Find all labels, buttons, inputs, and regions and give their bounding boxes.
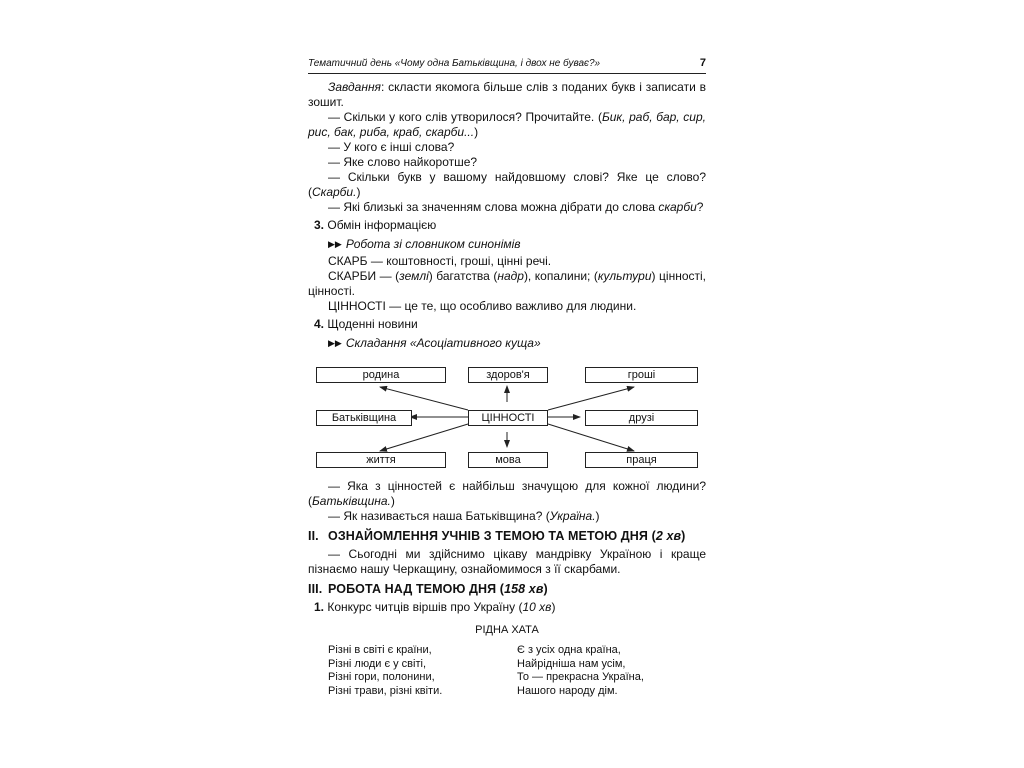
poem-line: Різні в світі є країни,	[328, 644, 432, 656]
def2-part: культури	[597, 269, 652, 283]
question-5-answer: скарби	[658, 200, 697, 214]
question-1	[308, 110, 706, 140]
section-3-item-time: 10 хв	[522, 600, 552, 614]
node-pratsia: праця	[585, 452, 698, 468]
def2-part: СКАРБИ — (	[328, 269, 400, 283]
node-zdorovia: здоров'я	[468, 367, 548, 383]
item-3-subtitle	[308, 237, 706, 252]
item-4-subtitle-text: Складання «Асоціативного куща»	[345, 336, 541, 350]
section-2-time: 2 хв	[655, 529, 682, 543]
item-3-subtitle-text: Робота зі словником синонімів	[345, 237, 521, 251]
question-5-close: ?	[696, 200, 704, 214]
double-arrow-icon: ▶▶	[328, 239, 342, 249]
section-2-title: ОЗНАЙОМЛЕННЯ УЧНІВ З ТЕМОЮ ТА МЕТОЮ ДНЯ (	[328, 529, 656, 543]
question-homeland-answer: Україна.	[549, 509, 596, 523]
item-4-title: Щоденні новини	[327, 317, 418, 331]
section-3-item-number: 1.	[314, 600, 325, 614]
section-2-roman: II.	[308, 529, 319, 543]
section-2-text: — Сьогодні ми здійснимо цікаву мандрівку Україною і краще пізнаємо нашу Черкащину, ознайомимося з її скарбами.	[308, 547, 706, 576]
header-title: Тематичний день «Чому одна Батьківщина, і двох не буває?»	[308, 58, 601, 69]
node-mova: мова	[468, 452, 548, 468]
definition-skarby	[308, 269, 706, 299]
arrow-to-hroshi	[548, 387, 634, 410]
document-page	[308, 56, 706, 698]
task-text: : скласти якомога більше слів з поданих букв і записати в зошит.	[308, 80, 706, 109]
question-values-close: )	[390, 494, 395, 508]
item-4-number: 4.	[314, 317, 325, 331]
arrow-to-pratsia	[548, 424, 634, 451]
def2-part: надр	[497, 269, 524, 283]
item-3-number: 3.	[314, 218, 325, 232]
poem-line: То — прекрасна Україна,	[517, 671, 644, 683]
section-3-item-close: )	[551, 600, 556, 614]
poem-line: Різні гори, полонини,	[328, 671, 435, 683]
question-5	[308, 200, 706, 215]
question-homeland	[308, 509, 706, 524]
node-tsinnosti-center: ЦІННОСТІ	[468, 410, 548, 426]
running-header	[308, 56, 706, 74]
poem-stanza-right	[517, 644, 706, 698]
node-rodyna: родина	[316, 367, 446, 383]
question-3: — Яке слово найкоротше?	[328, 155, 478, 169]
section-3-item-1	[308, 600, 706, 615]
section-2-close: )	[681, 529, 686, 543]
question-4	[308, 170, 706, 200]
poem-line: Різні люди є у світі,	[328, 657, 426, 670]
question-homeland-text: — Як називається наша Батьківщина? (	[328, 509, 550, 523]
node-druzi: друзі	[585, 410, 698, 426]
node-zhyttia: життя	[316, 452, 446, 468]
section-3-roman: III.	[308, 582, 323, 596]
question-4-close: )	[356, 185, 361, 199]
question-4-answer: Скарби.	[312, 185, 357, 199]
task-label: Завдання	[328, 80, 381, 94]
question-2: — У кого є інші слова?	[328, 140, 455, 154]
poem	[308, 644, 706, 698]
question-values-answer: Батьківщина.	[312, 494, 391, 508]
task-paragraph	[308, 80, 706, 110]
definition-skarb: СКАРБ — коштовності, гроші, цінні речі.	[328, 254, 552, 268]
question-5-text: — Які близькі за значенням слова можна дібрати до слова	[328, 200, 659, 214]
question-1-text: — Скільки у кого слів утворилося? Прочитайте. (	[328, 110, 602, 124]
section-3-close: )	[543, 582, 548, 596]
poem-line: Різні трави, різні квіти.	[328, 684, 443, 697]
arrow-to-zhyttia	[380, 424, 468, 451]
poem-line: Найрідніша нам усім,	[517, 657, 626, 670]
section-3-item-text: Конкурс читців віршів про Україну (	[327, 600, 523, 614]
page-number: 7	[699, 57, 706, 69]
question-values	[308, 479, 706, 509]
question-homeland-close: )	[595, 509, 600, 523]
item-4-heading	[308, 317, 706, 332]
section-3-time: 158 хв	[504, 582, 544, 596]
arrow-to-rodyna	[380, 387, 468, 410]
def2-part: землі	[399, 269, 429, 283]
section-3-title: РОБОТА НАД ТЕМОЮ ДНЯ (	[328, 582, 505, 596]
poem-stanza-left	[328, 644, 517, 698]
question-1-answer: Бик, раб, бар, сир, рис, бак, риба, краб, скарби...	[308, 110, 706, 139]
question-1-close: )	[474, 125, 479, 139]
item-3-title: Обмін інформацією	[327, 218, 437, 232]
node-batkivshchyna: Батьківщина	[316, 410, 412, 426]
poem-line: Є з усіх одна країна,	[517, 644, 621, 656]
question-values-text: — Яка з цінностей є найбільш значущою для кожної людини? (	[308, 479, 706, 508]
def2-part: ) цінності, цінності.	[308, 269, 706, 298]
section-2-heading	[308, 529, 706, 544]
item-4-subtitle	[308, 336, 706, 351]
poem-title: РІДНА ХАТА	[475, 624, 539, 636]
double-arrow-icon: ▶▶	[328, 338, 342, 348]
definition-tsinnosti: ЦІННОСТІ — це те, що особливо важливо для людини.	[328, 299, 637, 313]
item-3-heading	[308, 218, 706, 233]
poem-line: Нашого народу дім.	[517, 684, 618, 697]
association-diagram	[308, 357, 706, 475]
node-hroshi: гроші	[585, 367, 698, 383]
section-3-heading	[308, 582, 706, 597]
question-4-text: — Скільки букв у вашому найдовшому слові? Яке це слово? (	[308, 170, 706, 199]
def2-part: ) багатства (	[428, 269, 498, 283]
def2-part: ), копалини; (	[523, 269, 598, 283]
